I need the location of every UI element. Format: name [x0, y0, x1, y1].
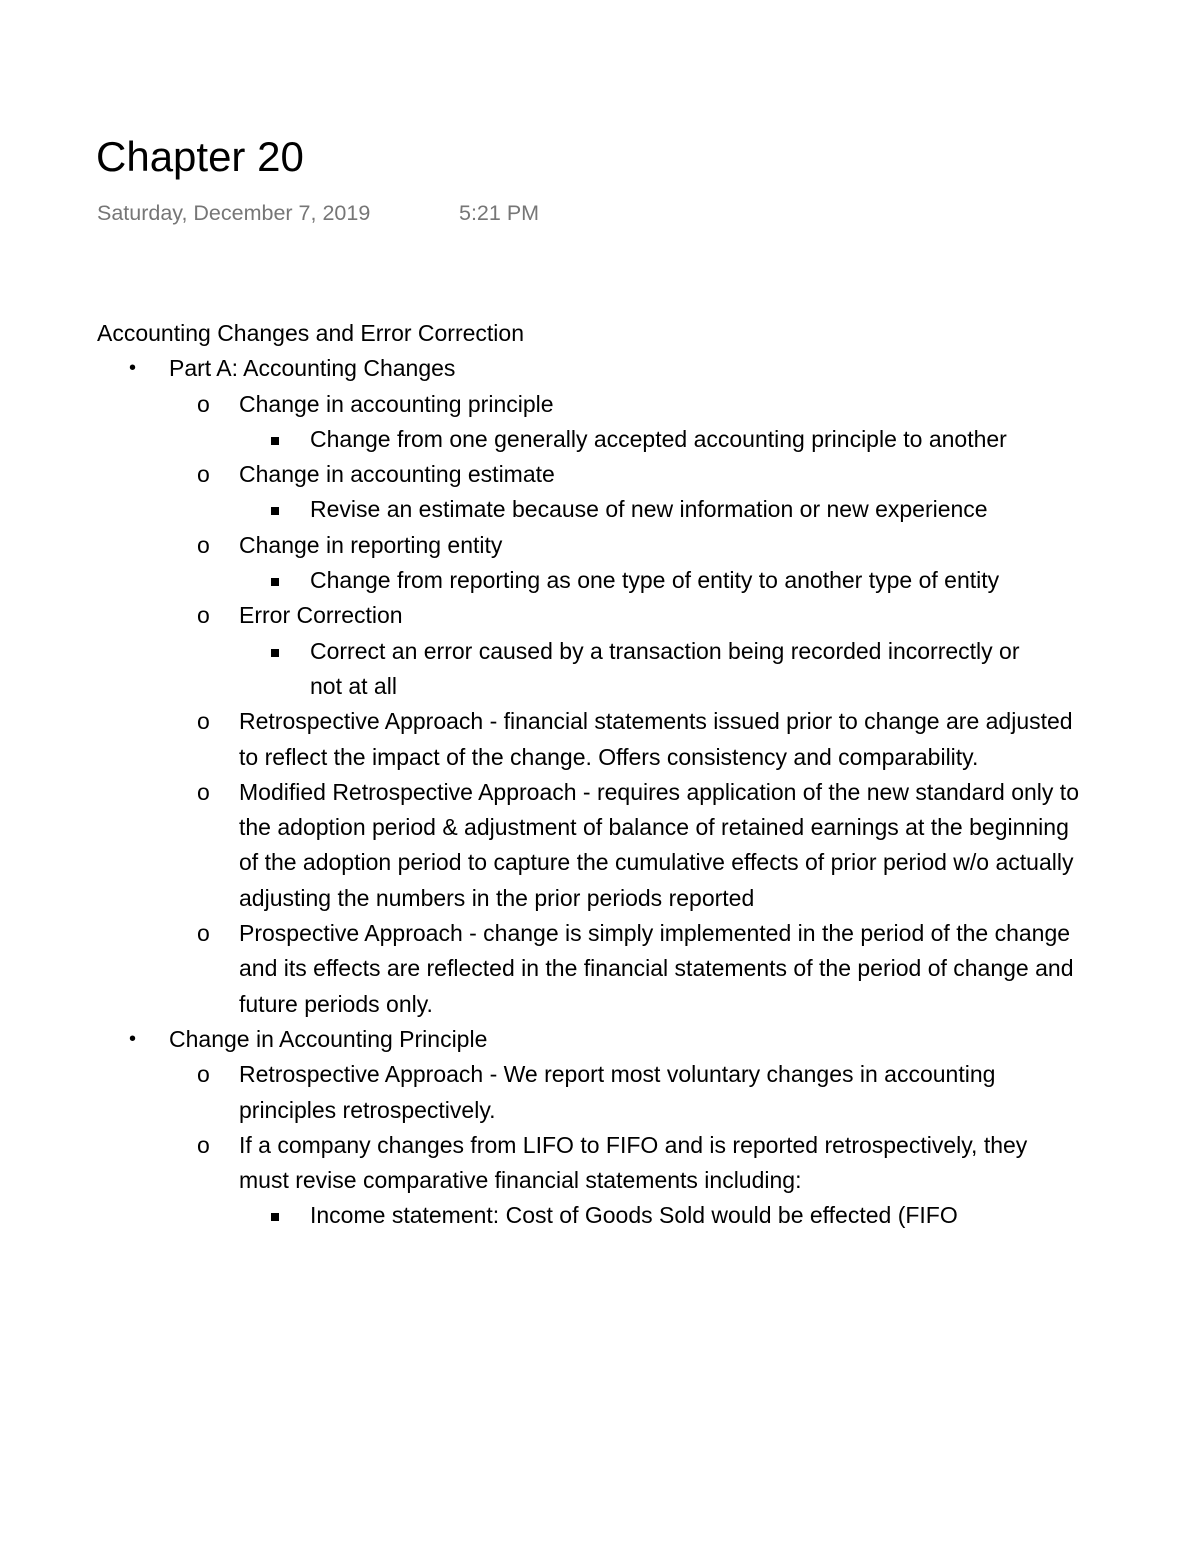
- bullet-square-icon: [271, 578, 279, 586]
- bullet-square-icon: [271, 649, 279, 657]
- page-timestamp: [97, 198, 540, 228]
- detail-item-label: Change from reporting as one type of entity to another type of entity: [310, 567, 1000, 594]
- page-title: Chapter 20: [96, 133, 304, 180]
- detail-item: [310, 563, 1097, 598]
- outline-label: Part A: Accounting Changes: [169, 355, 456, 382]
- bullet-square-icon: [271, 507, 279, 515]
- detail-item: [310, 1198, 1097, 1233]
- bullet-square-icon: [271, 437, 279, 445]
- list-item: [197, 528, 1097, 599]
- bullet-dot-icon: •: [129, 357, 137, 380]
- detail-item-label: Revise an estimate because of new information or new experience: [310, 496, 988, 523]
- list-item: [197, 387, 1097, 458]
- bullet-square-icon: [271, 1213, 279, 1221]
- list-item-label: If a company changes from LIFO to FIFO and is reported retrospectively, they must revise comparative financial statements including:: [239, 1131, 1028, 1194]
- detail-list: [239, 563, 1097, 598]
- list-item-label: Change in accounting principle: [239, 390, 554, 417]
- sub-list: [169, 387, 1097, 1022]
- detail-item: [310, 634, 1097, 705]
- detail-item-label: Change from one generally accepted accounting principle to another: [310, 425, 1007, 452]
- list-item-label: Modified Retrospective Approach - requires application of the new standard only to the adoption period & adjustment of balance of retained earnings at the beginning of the adoption period to capture the cumulative effects of prior period w/o actually adjusting the numbers in the prior periods reported: [239, 778, 1079, 911]
- detail-item-label: Income statement: Cost of Goods Sold would be effected (FIFO: [310, 1202, 958, 1229]
- bullet-circle-icon: o: [197, 461, 210, 488]
- list-item: [197, 457, 1097, 528]
- page-date: Saturday, December 7, 2019: [97, 201, 371, 225]
- bullet-circle-icon: o: [197, 1061, 210, 1088]
- detail-item: [310, 492, 1097, 527]
- list-item-label: Change in accounting estimate: [239, 461, 555, 488]
- bullet-circle-icon: o: [197, 602, 210, 629]
- list-item: [197, 1057, 1097, 1128]
- list-item: [197, 775, 1097, 916]
- detail-list: [239, 634, 1097, 705]
- detail-list: [239, 422, 1097, 457]
- bullet-circle-icon: o: [197, 708, 210, 735]
- bullet-circle-icon: o: [197, 531, 210, 558]
- bullet-circle-icon: o: [197, 1131, 210, 1158]
- bullet-circle-icon: o: [197, 390, 210, 417]
- detail-item: [310, 422, 1097, 457]
- list-item: [197, 598, 1097, 704]
- note-body: [97, 316, 1097, 1234]
- page-time: 5:21 PM: [459, 201, 540, 225]
- bullet-dot-icon: •: [129, 1027, 137, 1050]
- list-item: [197, 1128, 1097, 1234]
- list-item-label: Retrospective Approach - We report most voluntary changes in accounting principles retrospectively.: [239, 1061, 996, 1123]
- bullet-circle-icon: o: [197, 778, 210, 805]
- outline-label: Change in Accounting Principle: [169, 1025, 488, 1052]
- detail-list: [239, 492, 1097, 527]
- list-item-label: Error Correction: [239, 602, 403, 629]
- list-item-label: Retrospective Approach - financial statements issued prior to change are adjusted to reflect the impact of the change. Offers consistency and comparability.: [239, 708, 1073, 770]
- list-item-label: Prospective Approach - change is simply implemented in the period of the change and its effects are reflected in the financial statements of the period of change and future periods only.: [239, 920, 1074, 1017]
- outline-item-part-a: [129, 351, 1097, 1022]
- detail-list: [239, 1198, 1097, 1233]
- sub-list: [169, 1057, 1097, 1233]
- detail-item-label: Correct an error caused by a transaction being recorded incorrectly or not at all: [310, 637, 1020, 699]
- bullet-circle-icon: o: [197, 920, 210, 947]
- list-item: [197, 916, 1097, 1022]
- outline-item-principle: [129, 1022, 1097, 1234]
- list-item: [197, 704, 1097, 775]
- outline-list: [97, 351, 1097, 1233]
- section-heading: Accounting Changes and Error Correction: [97, 320, 525, 346]
- list-item-label: Change in reporting entity: [239, 531, 503, 558]
